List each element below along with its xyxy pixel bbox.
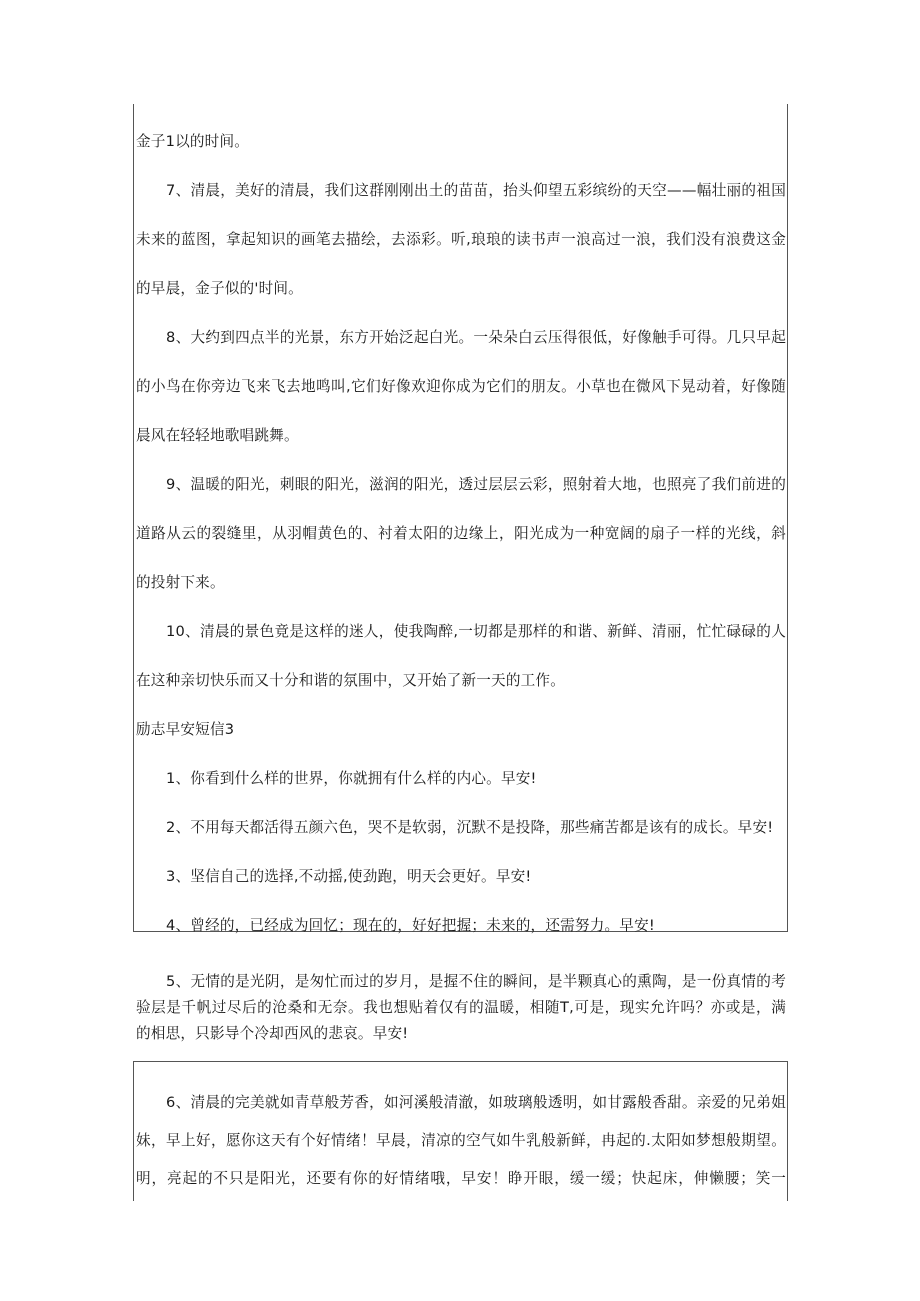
paragraph-9-line-3: 的投射下来。 [136,574,225,591]
paragraph-8-line-1: 8、大约到四点半的光景，东方开始泛起白光。一朵朵白云压得很低，好像触手可得。几只早起 [166,329,786,346]
paragraph-5-line-1: 5、无情的是光阴，是匆忙而过的岁月，是握不住的瞬间，是半颗真心的熏陶，是一份真情的考 [166,973,786,990]
paragraph-9-line-2: 道路从云的裂缝里，从羽帽黄色的、衬着太阳的边缘上，阳光成为一种宽阔的扇子一样的光线，斜 [136,525,786,542]
paragraph-8-line-2: 的小鸟在你旁边飞来飞去地鸣叫,它们好像欢迎你成为它们的朋友。小草也在微风下晃动着，好像随 [136,378,786,395]
paragraph-7-line-1: 7、清晨，美好的清晨，我们这群刚刚出土的苗苗，抬头仰望五彩缤纷的天空——幅壮丽的祖国 [166,182,786,199]
text-line: 金子1以的时间。 [136,133,250,150]
paragraph-6-line-3: 明，亮起的不只是阳光，还要有你的好情绪哦，早安！睁开眼，缓一缓；快起床，伸懒腰；笑一 [136,1170,786,1187]
paragraph-10-line-2: 在这种亲切快乐而又十分和谐的氛围中，又开始了新一天的工作。 [136,672,566,689]
paragraph-5-line-2: 验层是千帆过尽后的沧桑和无奈。我也想贴着仅有的温暖，相随T,可是，现实允许吗？亦或是，满 [136,999,786,1016]
section-heading: 励志早安短信3 [136,721,235,738]
paragraph-7-line-3: 的早晨，金子似的'时间。 [136,280,303,297]
paragraph-10-line-1: 10、清晨的景色竟是这样的迷人，使我陶醉,一切都是那样的和谐、新鲜、清丽，忙忙碌碌的人 [166,623,786,640]
list-item: 2、不用每天都活得五颜六色，哭不是软弱，沉默不是投降，那些痛苦都是该有的成长。早安! [166,819,774,836]
paragraph-8-line-3: 晨风在轻轻地歌唱跳舞。 [136,427,299,444]
paragraph-9-line-1: 9、温暖的阳光，刺眼的阳光，滋润的阳光，透过层层云彩，照射着大地，也照亮了我们前进的 [166,476,786,493]
paragraph-7-line-2: 未来的蓝图，拿起知识的画笔去描绘，去添彩。听,琅琅的读书声一浪高过一浪，我们没有浪费这金 [136,231,786,248]
paragraph-6-line-2: 妹，早上好，愿你这天有个好情绪！早晨，清凉的空气如牛乳般新鲜，冉起的.太阳如梦想般期望。 [136,1132,786,1149]
list-item: 1、你看到什么样的世界，你就拥有什么样的内心。早安! [166,770,537,787]
paragraph-6-line-1: 6、清晨的完美就如青草般芳香，如河溪般清澈，如玻璃般透明，如甘露般香甜。亲爱的兄弟姐 [166,1094,786,1111]
paragraph-5-line-3: 的相思，只影导个冷却西风的悲哀。早安! [136,1025,409,1042]
list-item: 3、坚信自己的选择,不动摇,使劲跑，明天会更好。早安! [166,868,532,885]
list-item: 4、曾经的，已经成为回忆；现在的，好好把握；未来的，还需努力。早安! [166,917,655,934]
